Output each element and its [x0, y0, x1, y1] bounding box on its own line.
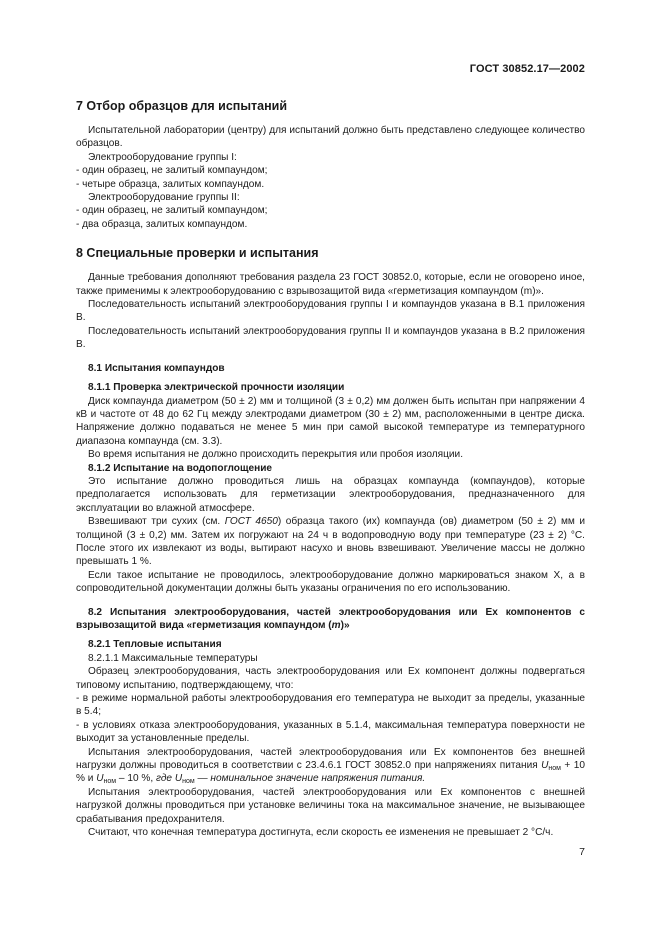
paragraph: Взвешивают три сухих (см. ГОСТ 4650) образца такого (их) компаунда (ов) диаметром (50 ± 2) мм и толщиной (3 ± 0,2) мм. Затем их погружают на 24 ч в водопроводную воду при температуре (23 ± 2) °С. После этого их извлекают из воды, вытирают насухо и вновь взвешивают. Увеличение массы не должно превышать 1 %.: [76, 516, 585, 568]
list-item: - один образец, не залитый компаундом;: [76, 205, 268, 217]
paragraph: Диск компаунда диаметром (50 ± 2) мм и толщиной (3 ± 0,2) мм должен быть испытан при напряжении 4 кВ и частоте от 48 до 62 Гц между электродами диаметром (30 ± 2) мм, расположенными в центре диска. Напряжение должно подаваться не менее 5 мин при самой высокой температуре из температурного диапазона компаунда (см. 3.3).: [76, 395, 585, 447]
document-body: [76, 92, 585, 840]
list-item: - четыре образца, залитых компаундом.: [76, 178, 265, 190]
standard-reference: ГОСТ 4650: [224, 516, 278, 528]
page-number: 7: [579, 846, 585, 858]
subsection-8-2-1-1-title: 8.2.1.1 Максимальные температуры: [88, 652, 258, 664]
section-7-title: 7 Отбор образцов для испытаний: [76, 99, 288, 113]
paragraph: Последовательность испытаний электрооборудования группы I и компаундов указана в В.1 приложения В.: [76, 299, 585, 324]
paragraph: Образец электрооборудования, часть электрооборудования или Ex компонент должны подвергаться типовому испытанию, подтверждающему, что:: [76, 666, 585, 691]
document-code: ГОСТ 30852.17—2002: [469, 63, 585, 75]
paragraph: Испытательной лаборатории (центру) для испытаний должно быть представлено следующее количество образцов.: [76, 125, 585, 150]
paragraph: Данные требования дополняют требования раздела 23 ГОСТ 30852.0, которые, если не оговорено иное, также применимы к электрооборудованию с взрывозащитой вида «герметизация компаундом (m)».: [76, 272, 585, 297]
subsection-8-2-title: 8.2 Испытания электрооборудования, частей электрооборудования или Ex компонентов с взрывозащитой вида «герметизация компаундом (m)»: [76, 606, 585, 631]
subsection-8-1-2-title: 8.1.2 Испытание на водопоглощение: [88, 462, 273, 474]
paragraph: Это испытание должно проводиться лишь на образцах компаунда (компаундов), которые предполагается использовать для герметизации электрооборудования, предназначенного для эксплуатации во влажной атмосфере.: [76, 475, 585, 514]
section-8-title: 8 Специальные проверки и испытания: [76, 246, 319, 261]
paragraph: Во время испытания не должно происходить перекрытия или пробоя изоляции.: [88, 449, 464, 461]
paragraph: Считают, что конечная температура достигнута, если скорость ее изменения не превышает 2 °С/ч.: [88, 827, 554, 839]
paragraph: Электрооборудование группы I:: [88, 151, 237, 163]
subsection-8-1-1-title: 8.1.1 Проверка электрической прочности изоляции: [88, 382, 345, 394]
list-item: - один образец, не залитый компаундом;: [76, 165, 268, 177]
list-item: - в условиях отказа электрооборудования, указанных в 5.1.4, максимальная температура поверхности не выходит за установленные пределы.: [76, 719, 585, 745]
paragraph: Последовательность испытаний электрооборудования группы II и компаундов указана в В.2 приложения В.: [76, 325, 585, 351]
paragraph: Испытания электрооборудования, частей электрооборудования или Ex компонентов с внешней нагрузкой должны проводиться при установке величины тока на максимальное значение, не вызывающее срабатывания предохранителя.: [76, 786, 585, 825]
subsection-8-2-1-title: 8.2.1 Тепловые испытания: [88, 639, 222, 651]
paragraph: Испытания электрооборудования, частей электрооборудования или Ex компонентов без внешней нагрузки должны проводиться в соответствии с 23.4.6.1 ГОСТ 30852.0 при напряжениях питания $U_{ном} + 10$ % и $U_{ном} - 10$ %, где $U_{ном}$ — номинальное значение напряжения питания.: [76, 746, 585, 786]
subsection-8-1-title: 8.1 Испытания компаундов: [88, 362, 225, 374]
paragraph: Если такое испытание не проводилось, электрооборудование должно маркироваться знаком X, а в сопроводительной документации должны быть указаны ограничения по его использованию.: [76, 569, 585, 595]
list-item: - в режиме нормальной работы электрооборудования его температура не выходит за пределы, указанные в 5.4;: [76, 693, 585, 718]
paragraph: Электрооборудование группы II:: [88, 192, 240, 204]
list-item: - два образца, залитых компаундом.: [76, 218, 248, 230]
